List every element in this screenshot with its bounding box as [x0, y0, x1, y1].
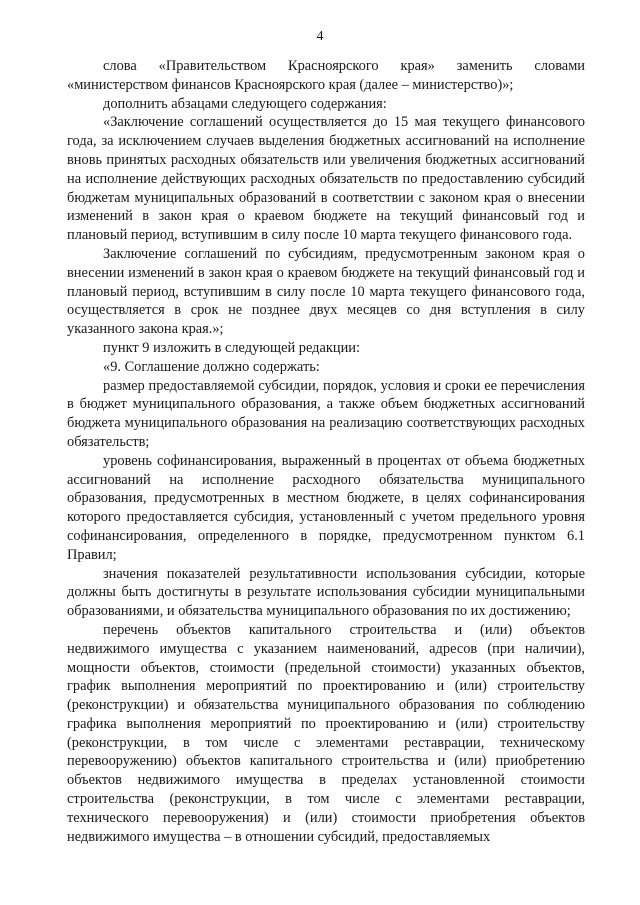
paragraph-3: «Заключение соглашений осуществляется до 15 мая текущего финансового года, за исключением случаев выделения бюджетных ассигнований на исполнение вновь принятых расходных обязательств или увеличения бюджетных ассигнований на исполнение действующих расходных обязательств по предоставлению субсидий бюджетам муниципальных образований в соответствии с законом края о внесении изменений в закон края о краевом бюджете на текущий финансовый год и плановый период, вступившим в силу после 10 марта текущего финансового года.: [67, 114, 585, 244]
paragraph-9: значения показателей результативности использования субсидии, которые должны быть достигнуты в результате использования субсидии муниципальными образованиями, и обязательства муниципального образования по их достижению;: [67, 565, 585, 620]
paragraph-1: слова «Правительством Красноярского края» заменить словами «министерством финансов Красноярского края (далее – министерство)»;: [67, 58, 585, 93]
document-body: [67, 57, 585, 846]
paragraph-4: Заключение соглашений по субсидиям, предусмотренным законом края о внесении изменений в закон края о краевом бюджете на текущий финансовый год и плановый период, вступившим в силу после 10 марта текущего финансового года, осуществляется в срок не позднее двух месяцев со дня вступления в силу указанного закона края.»;: [67, 245, 585, 338]
paragraph-7: размер предоставляемой субсидии, порядок, условия и сроки ее перечисления в бюджет муниципального образования, а также объем бюджетных ассигнований бюджета муниципального образования на реализацию соответствующих расходных обязательств;: [67, 377, 585, 450]
page-number: 4: [316, 29, 324, 44]
paragraph-6: «9. Соглашение должно содержать:: [103, 358, 320, 375]
paragraph-10: перечень объектов капитального строительства и (или) объектов недвижимого имущества с указанием наименований, адресов (при наличии), мощности объектов, стоимости (предельной стоимости) указанных объектов, график выполнения мероприятий по проектированию и (или) строительству (реконструкции) и обязательства муниципального образования по соблюдению графика выполнения мероприятий по проектированию и (или) строительству (реконструкции, в том числе с элементами реставрации, техническому перевооружению) объектов капитального строительства и (или) приобретению объектов недвижимого имущества в пределах установленной стоимости строительства (реконструкции, в том числе с элементами реставрации, технического перевооружения) и (или) стоимости приобретения объектов недвижимого имущества – в отношении субсидий, предоставляемых: [67, 621, 585, 845]
paragraph-2: дополнить абзацами следующего содержания:: [103, 95, 387, 112]
paragraph-8: уровень софинансирования, выраженный в процентах от объема бюджетных ассигнований на исполнение расходного обязательства муниципального образования, предусмотренных в местном бюджете, в целях софинансирования которого предоставляется субсидия, установленный с учетом предельного уровня софинансирования, определенного в порядке, предусмотренном пунктом 6.1 Правил;: [67, 452, 585, 563]
paragraph-5: пункт 9 изложить в следующей редакции:: [103, 339, 360, 356]
